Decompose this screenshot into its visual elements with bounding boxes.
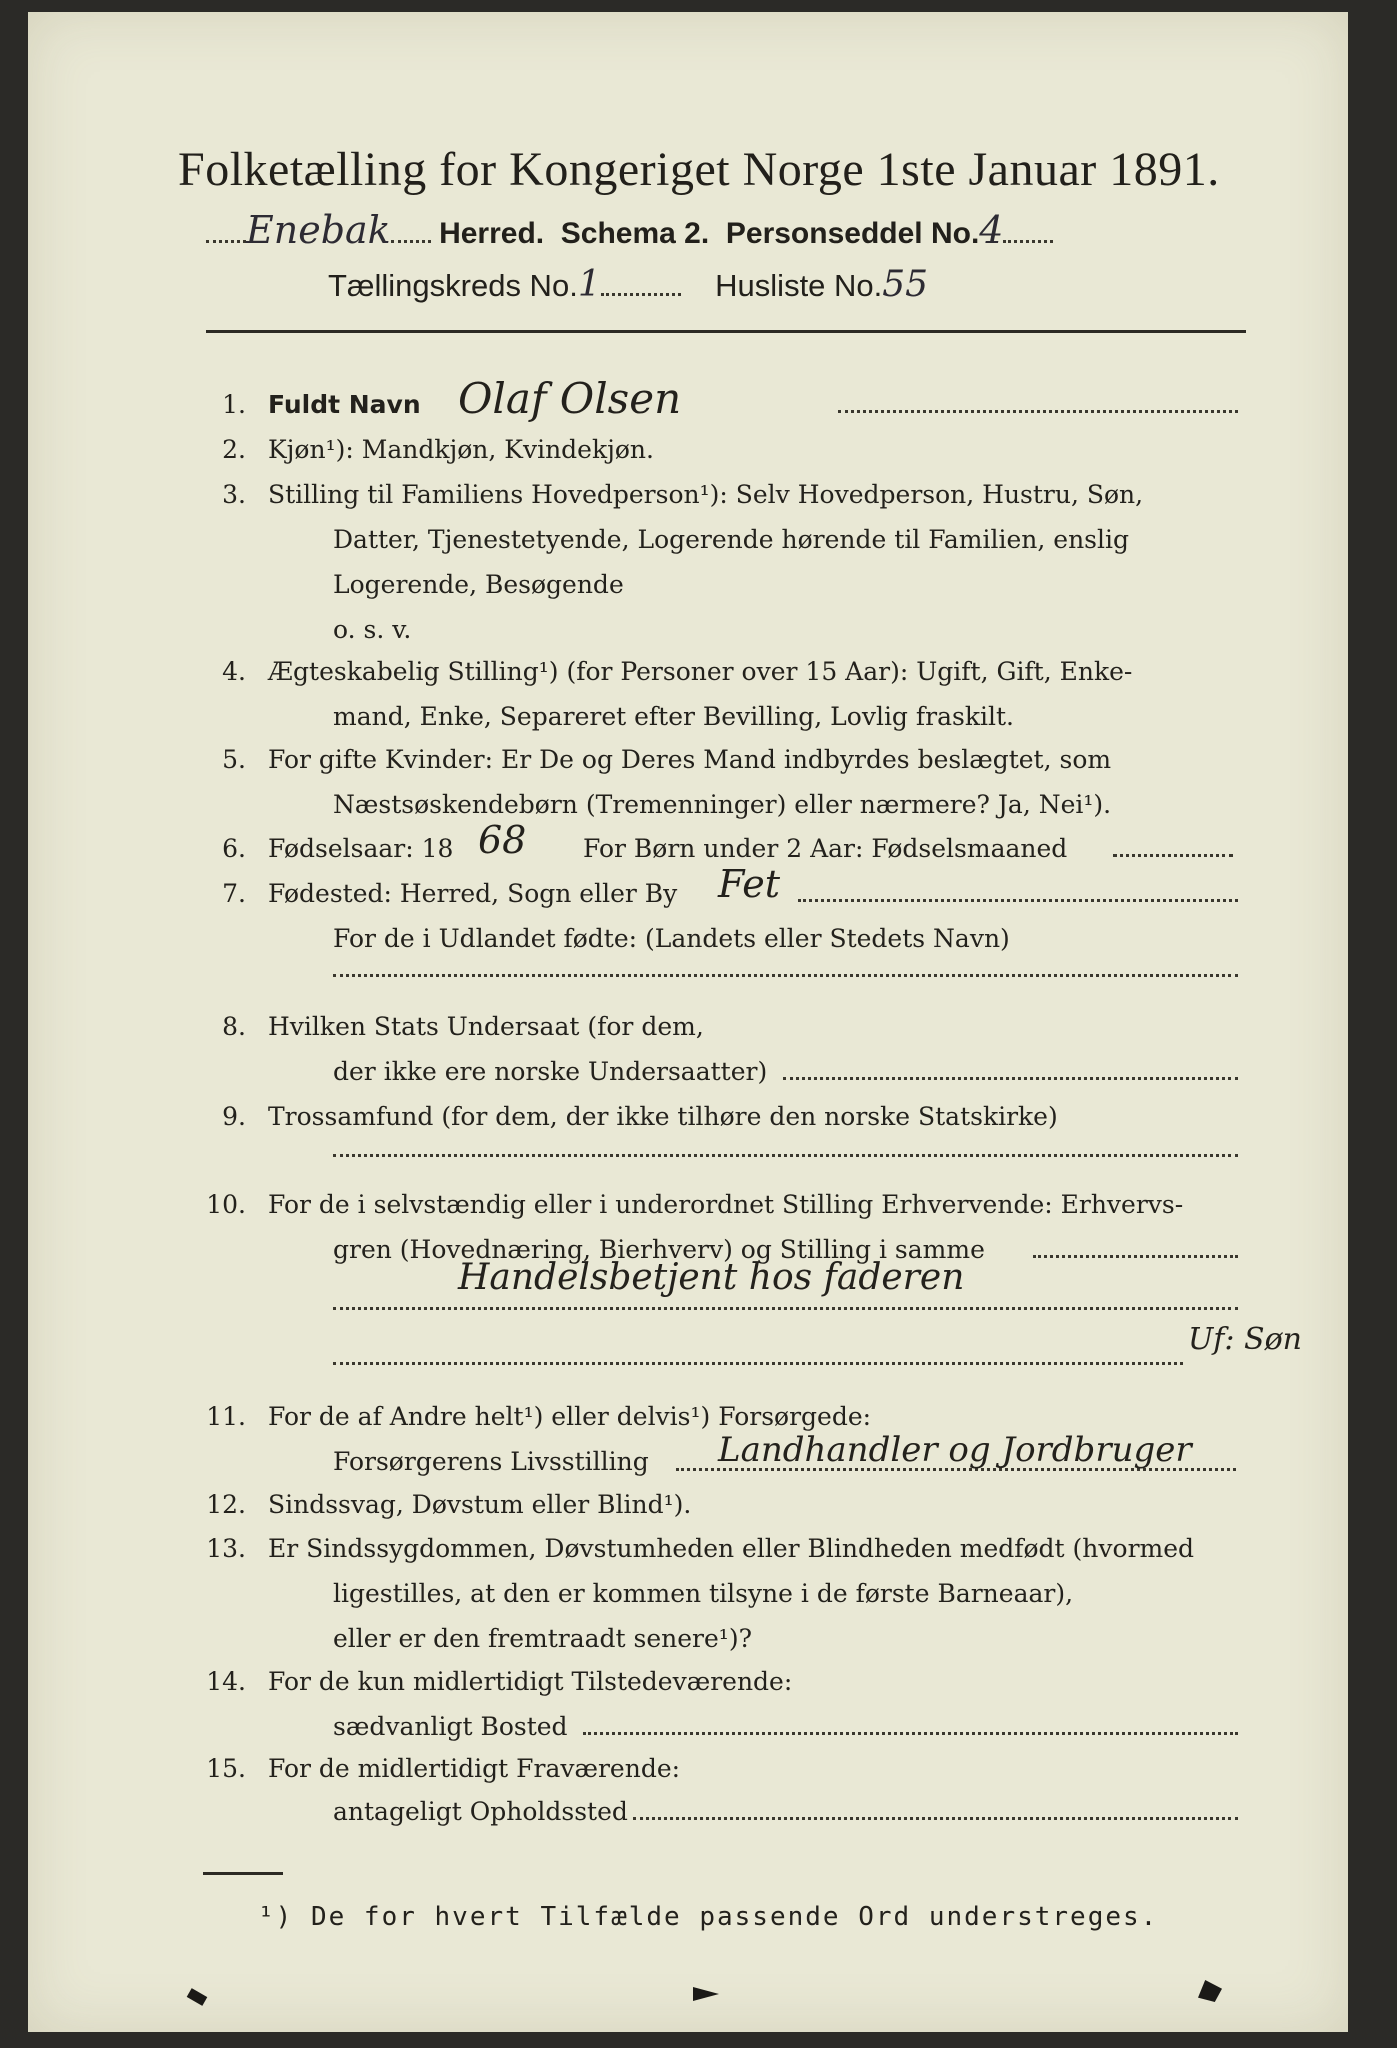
answer-dotted-line <box>333 1362 1183 1365</box>
item-3-line-3: Logerende, Besøgende <box>333 570 624 599</box>
husliste-label: Husliste No. <box>715 268 883 303</box>
item-9-line-1: Trossamfund (for dem, der ikke tilhøre den norske Statskirke) <box>268 1102 1058 1131</box>
item-number: 8. <box>222 1012 246 1041</box>
answer-dotted-line <box>333 974 1238 977</box>
registration-mark <box>1198 1980 1222 2002</box>
answer-dotted-line <box>333 1154 1238 1157</box>
item-14-line-2: sædvanligt Bosted <box>333 1712 568 1741</box>
item-14-line-1: For de kun midlertidigt Tilstedeværende: <box>268 1667 793 1696</box>
occupation-answer: Handelsbetjent hos faderen <box>458 1257 965 1298</box>
personseddel-label: Personseddel No. <box>725 217 980 250</box>
item-3-line-2: Datter, Tjenestetyende, Logerende hørende til Familien, enslig <box>333 525 1130 554</box>
item-number: 4. <box>222 657 246 686</box>
item-4-line-1: Ægteskabelig Stilling¹) (for Personer over 15 Aar): Ugift, Gift, Enke- <box>268 657 1133 686</box>
item-7-line-1: Fødested: Herred, Sogn eller By <box>268 879 678 908</box>
item-number: 6. <box>222 834 246 863</box>
item-13-line-3: eller er den fremtraadt senere¹)? <box>333 1624 752 1653</box>
herred-line <box>206 208 1053 252</box>
item-number: 15. <box>206 1754 246 1783</box>
taellingskreds-line <box>328 264 928 305</box>
full-name-answer: Olaf Olsen <box>458 374 682 423</box>
provider-occupation-answer: Landhandler og Jordbruger <box>718 1430 1192 1470</box>
registration-mark <box>187 1988 208 2006</box>
item-11-line-1: For de af Andre helt¹) eller delvis¹) Forsørgede: <box>268 1402 872 1431</box>
answer-dotted-line <box>798 899 1238 902</box>
taellingskreds-label: Tællingskreds No. <box>328 268 578 303</box>
margin-note: Uf: Søn <box>1188 1322 1302 1357</box>
census-form-sheet <box>28 12 1348 2032</box>
answer-dotted-line <box>633 1817 1238 1820</box>
item-6-line-2: For Børn under 2 Aar: Fødselsmaaned <box>583 834 1068 863</box>
schema-label: Schema 2. <box>560 217 710 250</box>
herred-label: Herred. <box>439 217 545 250</box>
answer-dotted-line <box>1113 854 1233 857</box>
item-6-line-1: Fødselsaar: 18 <box>268 834 454 863</box>
item-10-line-1: For de i selvstændig eller i underordnet Stilling Erhvervende: Erhvervs- <box>268 1190 1184 1219</box>
birthplace-answer: Fet <box>718 862 781 906</box>
item-number: 11. <box>206 1402 246 1431</box>
item-number: 9. <box>222 1102 246 1131</box>
item-number: 7. <box>222 879 246 908</box>
item-5-line-2: Næstsøskendebørn (Tremenninger) eller nærmere? Ja, Nei¹). <box>333 790 1112 819</box>
herred-value: Enebak <box>246 208 391 252</box>
husliste-value: 55 <box>882 264 929 305</box>
item-number: 12. <box>206 1490 246 1519</box>
taellingskreds-value: 1 <box>577 264 601 305</box>
item-number: 3. <box>222 480 246 509</box>
item-3-line-1: Stilling til Familiens Hovedperson¹): Selv Hovedperson, Hustru, Søn, <box>268 480 1144 509</box>
item-15-line-1: For de midlertidigt Fraværende: <box>268 1754 681 1783</box>
item-number: 10. <box>206 1190 246 1219</box>
item-3-line-4: o. s. v. <box>333 615 412 644</box>
header-divider <box>206 330 1246 333</box>
item-number: 2. <box>222 435 246 464</box>
item-10-line-2: gren (Hovednæring, Bierhverv) og Stilling i samme <box>333 1235 985 1264</box>
item-number: 14. <box>206 1667 246 1696</box>
item-8-line-1: Hvilken Stats Undersaat (for dem, <box>268 1012 704 1041</box>
answer-dotted-line <box>583 1732 1238 1735</box>
footnote-rule <box>203 1872 283 1875</box>
answer-dotted-line <box>333 1307 1238 1310</box>
item-8-line-2: der ikke ere norske Undersaatter) <box>333 1057 768 1086</box>
item-13-line-2: ligestilles, at den er kommen tilsyne i de første Barneaar), <box>333 1579 1074 1608</box>
answer-dotted-line <box>1033 1255 1238 1258</box>
item-7-line-2: For de i Udlandet fødte: (Landets eller Stedets Navn) <box>333 924 1010 953</box>
answer-dotted-line <box>783 1077 1238 1080</box>
item-13-line-1: Er Sindssygdommen, Døvstumheden eller Blindheden medfødt (hvormed <box>268 1534 1195 1563</box>
answer-dotted-line <box>838 410 1238 413</box>
item-12-text: Sindssvag, Døvstum eller Blind¹). <box>268 1490 692 1519</box>
footnote: ¹) De for hvert Tilfælde passende Ord understreges. <box>258 1902 1159 1932</box>
birth-year-answer: 68 <box>478 818 527 862</box>
item-5-line-1: For gifte Kvinder: Er De og Deres Mand indbyrdes beslægtet, som <box>268 745 1112 774</box>
item-number: 1. <box>222 390 246 419</box>
item-4-line-2: mand, Enke, Separeret efter Bevilling, Lovlig fraskilt. <box>333 702 1014 731</box>
item-number: 13. <box>206 1534 246 1563</box>
item-2-text: Kjøn¹): Mandkjøn, Kvindekjøn. <box>268 435 654 464</box>
personseddel-value: 4 <box>979 208 1004 252</box>
item-1-label: Fuldt Navn <box>268 390 421 419</box>
item-15-line-2: antageligt Opholdssted <box>333 1797 628 1826</box>
item-number: 5. <box>222 745 246 774</box>
item-11-line-2: Forsørgerens Livsstilling <box>333 1447 649 1476</box>
form-title: Folketælling for Kongeriget Norge 1ste Januar 1891. <box>178 143 1220 196</box>
registration-mark <box>693 1987 719 2001</box>
